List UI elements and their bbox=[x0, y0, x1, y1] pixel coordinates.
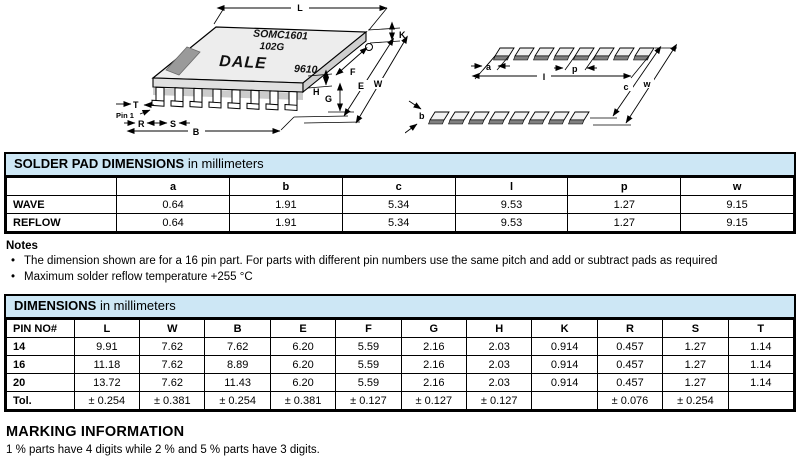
row-label: REFLOW bbox=[7, 214, 117, 232]
col-header: PIN NO# bbox=[7, 320, 75, 338]
table-row bbox=[7, 214, 794, 232]
dim-label-W: W bbox=[373, 79, 383, 89]
row-label: Tol. bbox=[7, 392, 75, 410]
cell: ± 0.254 bbox=[74, 392, 139, 410]
cell: ± 0.127 bbox=[467, 392, 532, 410]
cell: 2.16 bbox=[401, 356, 466, 374]
package-isometric-diagram bbox=[88, 0, 420, 148]
cell: 6.20 bbox=[270, 356, 335, 374]
dim-label-F: F bbox=[350, 67, 356, 77]
cell: 0.457 bbox=[597, 374, 662, 392]
cell: 0.914 bbox=[532, 356, 597, 374]
dimensions-section bbox=[4, 294, 796, 412]
cell: 0.457 bbox=[597, 356, 662, 374]
cell: 11.18 bbox=[74, 356, 139, 374]
header-row bbox=[7, 320, 794, 338]
cell: ± 0.127 bbox=[401, 392, 466, 410]
col-header: l bbox=[455, 178, 568, 196]
cell: 1.14 bbox=[728, 356, 793, 374]
cell: 5.34 bbox=[342, 214, 455, 232]
cell: ± 0.076 bbox=[597, 392, 662, 410]
cell: 7.62 bbox=[140, 356, 205, 374]
pin1-label: Pin 1 bbox=[116, 111, 134, 120]
cell: 11.43 bbox=[205, 374, 270, 392]
cell: ± 0.381 bbox=[270, 392, 335, 410]
cell: 0.914 bbox=[532, 374, 597, 392]
cell: 8.89 bbox=[205, 356, 270, 374]
col-header: G bbox=[401, 320, 466, 338]
header-row bbox=[7, 178, 794, 196]
row-label: 14 bbox=[7, 338, 75, 356]
cell: 1.27 bbox=[663, 374, 728, 392]
dim-label-a: a bbox=[486, 62, 492, 72]
cell: 1.27 bbox=[568, 196, 681, 214]
col-header: a bbox=[117, 178, 230, 196]
dimensions-table bbox=[6, 319, 794, 410]
cell: 0.457 bbox=[597, 338, 662, 356]
corner-cell bbox=[7, 178, 117, 196]
col-header: L bbox=[74, 320, 139, 338]
cell: 0.914 bbox=[532, 338, 597, 356]
lead-end-detail bbox=[366, 44, 373, 51]
cell: 7.62 bbox=[140, 338, 205, 356]
note-item bbox=[6, 271, 794, 284]
marking-information-section bbox=[6, 424, 794, 456]
col-header: b bbox=[230, 178, 343, 196]
dim-label-R: R bbox=[138, 119, 145, 129]
cell: 9.15 bbox=[681, 196, 794, 214]
col-header: W bbox=[140, 320, 205, 338]
table-row bbox=[7, 356, 794, 374]
col-header: p bbox=[568, 178, 681, 196]
col-header: c bbox=[342, 178, 455, 196]
cell: 1.91 bbox=[230, 196, 343, 214]
notes-section bbox=[6, 240, 794, 284]
table-title-text: SOLDER PAD DIMENSIONS bbox=[14, 156, 185, 171]
cell: 2.03 bbox=[467, 356, 532, 374]
table-row bbox=[7, 338, 794, 356]
chip-value-code: 102G bbox=[259, 41, 285, 54]
marking-text: 1 % parts have 4 digits while 2 % and 5 % parts have 3 digits. bbox=[6, 444, 320, 456]
cell: 1.14 bbox=[728, 374, 793, 392]
dim-label-T: T bbox=[133, 100, 139, 110]
solder-pad-layout-diagram bbox=[405, 2, 705, 142]
table-row bbox=[7, 392, 794, 410]
dim-label-K: K bbox=[399, 30, 406, 40]
notes-heading: Notes bbox=[6, 240, 38, 252]
dim-label-l: l bbox=[542, 72, 546, 82]
dim-label-w: w bbox=[643, 79, 651, 89]
dimensions-table-title bbox=[6, 296, 794, 319]
col-header: H bbox=[467, 320, 532, 338]
bullet-icon: • bbox=[11, 271, 16, 283]
chip-part-number: SOMC1601 bbox=[252, 27, 309, 43]
dim-label-p: p bbox=[572, 64, 578, 74]
chip-date-code: 9610 bbox=[293, 62, 318, 77]
cell: 7.62 bbox=[205, 338, 270, 356]
cell: 9.91 bbox=[74, 338, 139, 356]
dim-label-b: b bbox=[419, 111, 425, 121]
table-row bbox=[7, 374, 794, 392]
cell: 1.27 bbox=[663, 356, 728, 374]
cell: 13.72 bbox=[74, 374, 139, 392]
row-label: 20 bbox=[7, 374, 75, 392]
col-header: w bbox=[681, 178, 794, 196]
dim-label-S: S bbox=[170, 119, 177, 129]
cell: 9.53 bbox=[455, 196, 568, 214]
chip-brand-logo: DALE bbox=[218, 52, 268, 73]
cell: 5.59 bbox=[336, 374, 401, 392]
col-header: K bbox=[532, 320, 597, 338]
col-header: B bbox=[205, 320, 270, 338]
note-text: Maximum solder reflow temperature +255 °C bbox=[24, 271, 253, 283]
dim-label-c: c bbox=[623, 82, 629, 92]
cell bbox=[728, 392, 793, 410]
table-row bbox=[7, 196, 794, 214]
cell: ± 0.127 bbox=[336, 392, 401, 410]
dim-label-G: G bbox=[324, 94, 332, 104]
cell: 6.20 bbox=[270, 374, 335, 392]
cell: 2.16 bbox=[401, 338, 466, 356]
cell: 0.64 bbox=[117, 196, 230, 214]
dim-label-H: H bbox=[313, 87, 320, 97]
cell: 2.03 bbox=[467, 338, 532, 356]
cell: 5.59 bbox=[336, 356, 401, 374]
col-header: F bbox=[336, 320, 401, 338]
col-header: T bbox=[728, 320, 793, 338]
marking-heading: MARKING INFORMATION bbox=[6, 424, 185, 440]
dim-label-E: E bbox=[357, 81, 365, 91]
cell: 5.34 bbox=[342, 196, 455, 214]
cell: 7.62 bbox=[140, 374, 205, 392]
col-header: E bbox=[270, 320, 335, 338]
cell: ± 0.381 bbox=[140, 392, 205, 410]
cell: 1.14 bbox=[728, 338, 793, 356]
cell: 9.15 bbox=[681, 214, 794, 232]
dim-label-L: L bbox=[297, 3, 303, 13]
cell: ± 0.254 bbox=[663, 392, 728, 410]
cell: 9.53 bbox=[455, 214, 568, 232]
bullet-icon: • bbox=[11, 255, 16, 267]
col-header: R bbox=[597, 320, 662, 338]
table-title-unit: in millimeters bbox=[184, 156, 264, 171]
diagram-row bbox=[0, 0, 800, 148]
table-title-text: DIMENSIONS bbox=[14, 298, 97, 313]
row-label: 16 bbox=[7, 356, 75, 374]
cell: 2.03 bbox=[467, 374, 532, 392]
cell bbox=[532, 392, 597, 410]
solder-pad-table bbox=[6, 177, 794, 232]
cell: 1.27 bbox=[663, 338, 728, 356]
cell: 1.91 bbox=[230, 214, 343, 232]
cell: 6.20 bbox=[270, 338, 335, 356]
solder-pad-dimensions-section bbox=[4, 152, 796, 234]
cell: 1.27 bbox=[568, 214, 681, 232]
col-header: S bbox=[663, 320, 728, 338]
cell: ± 0.254 bbox=[205, 392, 270, 410]
cell: 2.16 bbox=[401, 374, 466, 392]
cell: 5.59 bbox=[336, 338, 401, 356]
dim-label-B: B bbox=[192, 127, 200, 137]
table-title-unit: in millimeters bbox=[96, 298, 176, 313]
solder-pad-table-title bbox=[6, 154, 794, 177]
note-item bbox=[6, 255, 794, 268]
row-label: WAVE bbox=[7, 196, 117, 214]
note-text: The dimension shown are for a 16 pin part. For parts with different pin numbers use the same pitch and add or subtract pads as required bbox=[24, 255, 718, 267]
cell: 0.64 bbox=[117, 214, 230, 232]
